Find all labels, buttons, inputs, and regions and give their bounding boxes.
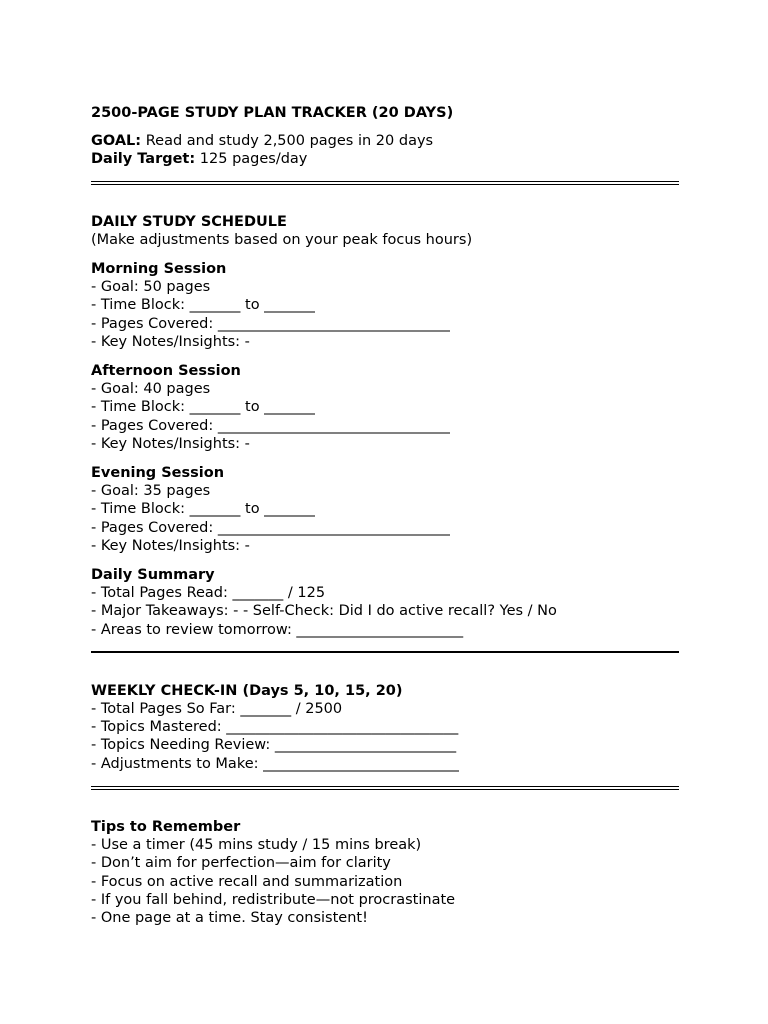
goal-label: GOAL:: [91, 133, 142, 150]
goal-line: [91, 132, 681, 150]
tip-line: - Use a timer (45 mins study / 15 mins break): [91, 837, 422, 854]
tips-heading: Tips to Remember: [91, 818, 241, 835]
tip-line: - One page at a time. Stay consistent!: [91, 909, 368, 926]
session-line: - Time Block: _______ to _______: [91, 501, 315, 518]
session-line: - Goal: 35 pages: [91, 483, 211, 500]
session-line: - Key Notes/Insights: -: [91, 435, 250, 452]
session-line: - Key Notes/Insights: -: [91, 333, 250, 350]
session-evening: [91, 464, 681, 555]
weekly-line: - Topics Mastered: ________________________________: [91, 719, 459, 736]
session-line: - Time Block: _______ to _______: [91, 297, 315, 314]
session-line: - Pages Covered: ________________________________: [91, 417, 450, 434]
tips-section: [91, 818, 681, 927]
weekly-line: - Total Pages So Far: _______ / 2500: [91, 701, 343, 718]
session-line: - Key Notes/Insights: -: [91, 537, 250, 554]
session-afternoon: [91, 362, 681, 453]
daily-target-text: 125 pages/day: [195, 151, 308, 168]
weekly-checkin-heading: WEEKLY CHECK-IN (Days 5, 10, 15, 20): [91, 682, 403, 699]
weekly-checkin-section: [91, 682, 681, 773]
daily-target-line: [91, 150, 681, 168]
daily-summary: [91, 566, 681, 639]
session-title: Afternoon Session: [91, 363, 241, 380]
daily-schedule-note: (Make adjustments based on your peak focus hours): [91, 231, 473, 248]
daily-target-label: Daily Target:: [91, 151, 196, 168]
summary-line: - Major Takeaways: - - Self-Check: Did I do active recall? Yes / No: [91, 603, 557, 620]
session-line: - Pages Covered: ________________________________: [91, 519, 450, 536]
daily-summary-title: Daily Summary: [91, 567, 215, 584]
session-line: - Goal: 40 pages: [91, 381, 211, 398]
session-morning: [91, 260, 681, 351]
daily-schedule-section: [91, 213, 681, 639]
session-line: - Pages Covered: ________________________________: [91, 315, 450, 332]
summary-line: - Areas to review tomorrow: _______________________: [91, 621, 464, 638]
weekly-line: - Topics Needing Review: _________________________: [91, 737, 457, 754]
tip-line: - If you fall behind, redistribute—not procrastinate: [91, 891, 456, 908]
session-title: Evening Session: [91, 465, 225, 482]
daily-schedule-heading: DAILY STUDY SCHEDULE: [91, 213, 287, 230]
document-page: [91, 104, 681, 927]
session-line: - Goal: 50 pages: [91, 279, 211, 296]
session-title: Morning Session: [91, 261, 227, 278]
weekly-line: - Adjustments to Make: ___________________________: [91, 755, 459, 772]
goal-text: Read and study 2,500 pages in 20 days: [141, 133, 434, 150]
session-line: - Time Block: _______ to _______: [91, 399, 315, 416]
document-title: 2500-PAGE STUDY PLAN TRACKER (20 DAYS): [91, 105, 454, 121]
tip-line: - Focus on active recall and summarization: [91, 873, 403, 890]
goal-block: [91, 132, 681, 168]
summary-line: - Total Pages Read: _______ / 125: [91, 585, 326, 602]
tip-line: - Don’t aim for perfection—aim for clarity: [91, 855, 391, 872]
